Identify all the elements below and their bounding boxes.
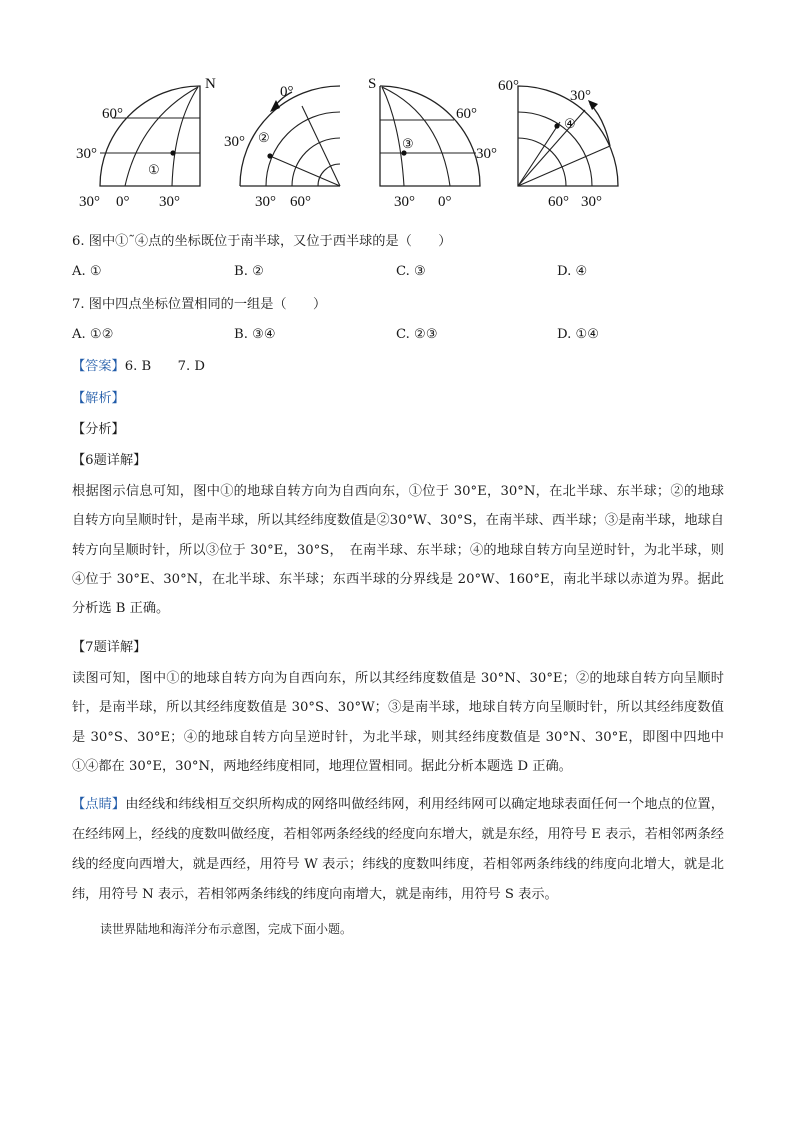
- fig1-lat30: 30°: [76, 146, 97, 162]
- detail-6-text: 根据图示信息可知，图中①的地球自转方向为自西向东，①位于 30°E，30°N，在北半球、东半球；②的地球自转方向呈顺时针，是南半球，所以其经纬度数值是②30°W、30°S，在南半球、西半球；③是南半球，地球自转方向呈顺时针，所以③位于 30°E，30°S， 在南半球、东半球；④的地球自转方向呈逆时针，为北半球，则④位于 30°E、30°N，在北半球、东半球；东西半球的分界线是 20°W、160°E，南北半球以赤道为界。据此分析选 B 正确。: [72, 484, 724, 617]
- dianjing-block: [72, 790, 724, 910]
- fig3-lat60: 60°: [456, 106, 477, 122]
- fig4-top-left: 60°: [498, 78, 519, 94]
- q7-option-a[interactable]: A. ①②: [72, 327, 114, 342]
- fig1-lat60: 60°: [102, 106, 123, 122]
- detail-6-tag: 【6题详解】: [72, 453, 147, 468]
- fig2-top: 0°: [280, 84, 294, 100]
- fig4-point: ④: [564, 116, 576, 131]
- fig2-side: 30°: [224, 134, 245, 150]
- question-6-stem: 6. 图中①˜④点的坐标既位于南半球，又位于西半球的是（ ）: [72, 234, 452, 249]
- detail-7-tag: 【7题详解】: [72, 640, 147, 655]
- q7-option-d[interactable]: D. ①④: [557, 327, 600, 342]
- q7-option-c[interactable]: C. ②③: [396, 327, 438, 342]
- answer-line: [72, 357, 205, 377]
- dianjing-text: 由经线和纬线相互交织所构成的网络叫做经纬网，利用经纬网可以确定地球表面任何一个地点的位置，在经纬网上，经线的度数叫做经度，若相邻两条经线的经度向东增大，就是东经，用符号 E 表示，若相邻两条经线的经度向西增大，就是西经，用符号 W 表示；纬线的度数叫纬度，若相邻两条纬线的纬度向北增大，就是北纬，用符号 N 表示，若相邻两条纬线的纬度向南增大，就是南纬，用符号 S 表示。: [72, 797, 724, 902]
- latitude-longitude-figures: [70, 74, 630, 214]
- fig1-lon0: 0°: [116, 194, 130, 210]
- next-question-intro: 读世界陆地和海洋分布示意图，完成下面小题。: [100, 922, 353, 936]
- fig4-top: 30°: [570, 88, 591, 104]
- q6-option-c[interactable]: C. ③: [396, 264, 426, 279]
- q6-option-b[interactable]: B. ②: [234, 264, 264, 279]
- detail-7-text: 读图可知，图中①的地球自转方向为自西向东，所以其经纬度数值是 30°N、30°E；②的地球自转方向呈顺时针，是南半球，所以其经纬度数值是 30°S、30°W；③是南半球，地球自转方向呈顺时针，所以其经纬度数值是 30°S、30°E；④的地球自转方向呈逆时针，为北半球，则其经纬度数值是 30°N、30°E，即图中四地中①④都在 30°E，30°N，两地经纬度相同，地理位置相同。据此分析本题选 D 正确。: [72, 671, 724, 774]
- q7-option-b[interactable]: B. ③④: [234, 327, 276, 342]
- fig3-point: ③: [402, 136, 414, 151]
- fig3-lon30: 30°: [394, 194, 415, 210]
- answer-text: 6. B 7. D: [124, 359, 205, 374]
- fig3-lat30: 30°: [476, 146, 497, 162]
- fig1-lon30e: 30°: [159, 194, 180, 210]
- figure-1: [76, 76, 216, 210]
- analysis-tag: 【解析】: [72, 391, 125, 406]
- fig3-pole: S: [368, 76, 377, 92]
- q6-option-d[interactable]: D. ④: [557, 264, 588, 279]
- figure-4: [498, 78, 618, 210]
- question-7-stem: 7. 图中四点坐标位置相同的一组是（ ）: [72, 297, 327, 312]
- fig2-point: ②: [258, 130, 270, 145]
- fig1-pole: N: [205, 76, 216, 92]
- figure-3: [368, 76, 497, 210]
- fig3-lon0: 0°: [438, 194, 452, 210]
- q6-option-a[interactable]: A. ①: [72, 264, 102, 279]
- fig2-bottom1: 30°: [255, 194, 276, 210]
- fenxi-tag: 【分析】: [72, 422, 125, 437]
- fig1-point: ①: [148, 162, 160, 177]
- figure-2: [224, 84, 340, 210]
- fig4-bottom1: 60°: [548, 194, 569, 210]
- fig1-lon30w: 30°: [79, 194, 100, 210]
- fig2-bottom2: 60°: [290, 194, 311, 210]
- answer-tag: 【答案】: [72, 359, 125, 374]
- fig4-bottom2: 30°: [581, 194, 602, 210]
- dianjing-tag: 【点睛】: [72, 797, 126, 812]
